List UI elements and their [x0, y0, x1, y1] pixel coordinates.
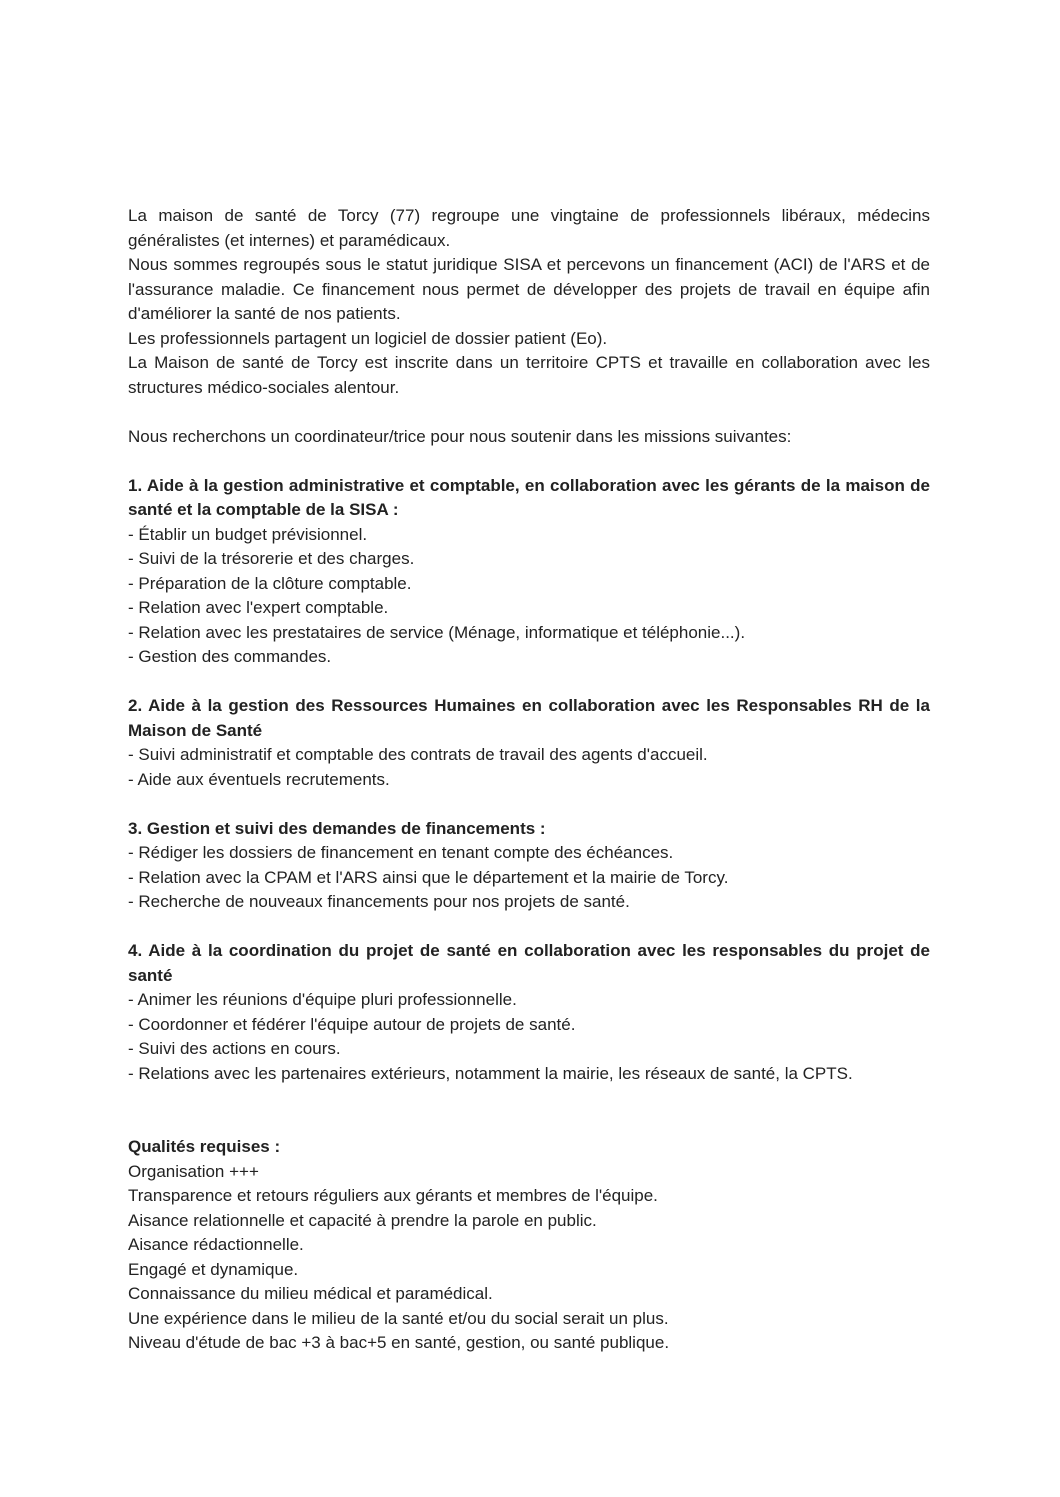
intro-paragraph-3: Les professionnels partagent un logiciel de dossier patient (Eo).	[128, 328, 608, 348]
list-item: Connaissance du milieu médical et paramédical.	[128, 1284, 493, 1303]
list-item: - Préparation de la clôture comptable.	[128, 573, 412, 593]
list-item: - Relations avec les partenaires extérieurs, notamment la mairie, les réseaux de santé, la CPTS.	[128, 1063, 853, 1083]
spacer	[128, 449, 930, 474]
spacer	[128, 670, 930, 695]
intro-paragraph-4: La Maison de santé de Torcy est inscrite dans un territoire CPTS et travaille en collaboration avec les structures médico-sociales alentour.	[128, 353, 930, 397]
mission-task-list	[128, 841, 930, 915]
list-item: - Suivi administratif et comptable des contrats de travail des agents d'accueil.	[128, 745, 708, 764]
mission-section-4	[128, 939, 930, 1086]
qualities-section	[128, 1135, 930, 1356]
search-statement: Nous recherchons un coordinateur/trice pour nous soutenir dans les missions suivantes:	[128, 426, 792, 446]
list-item: Une expérience dans le milieu de la santé et/ou du social serait un plus.	[128, 1308, 669, 1328]
spacer	[128, 915, 930, 940]
list-item: Aisance relationnelle et capacité à prendre la parole en public.	[128, 1210, 597, 1230]
list-item: Niveau d'étude de bac +3 à bac+5 en santé, gestion, ou santé publique.	[128, 1333, 670, 1352]
qualities-title: Qualités requises :	[128, 1137, 281, 1156]
list-item: Transparence et retours réguliers aux gérants et membres de l'équipe.	[128, 1186, 658, 1205]
mission-section-1	[128, 474, 930, 670]
list-item: - Suivi des actions en cours.	[128, 1039, 341, 1058]
list-item: - Établir un budget prévisionnel.	[128, 524, 368, 544]
list-item: - Coordonner et fédérer l'équipe autour de projets de santé.	[128, 1014, 576, 1034]
list-item: - Relation avec la CPAM et l'ARS ainsi que le département et la mairie de Torcy.	[128, 867, 729, 887]
spacer	[128, 400, 930, 425]
list-item: Aisance rédactionnelle.	[128, 1235, 304, 1254]
mission-title: 1. Aide à la gestion administrative et comptable, en collaboration avec les gérants de la maison de santé et la comptable de la SISA :	[128, 475, 930, 519]
list-item: Organisation +++	[128, 1161, 259, 1181]
mission-title: 2. Aide à la gestion des Ressources Humaines en collaboration avec les Responsables RH de la Maison de Santé	[128, 696, 930, 740]
mission-task-list	[128, 743, 930, 792]
list-item: - Gestion des commandes.	[128, 647, 332, 666]
mission-section-2	[128, 694, 930, 792]
list-item: - Rédiger les dossiers de financement en tenant compte des échéances.	[128, 843, 674, 862]
list-item: - Aide aux éventuels recrutements.	[128, 769, 390, 789]
list-item: - Relation avec les prestataires de service (Ménage, informatique et téléphonie...).	[128, 622, 746, 642]
spacer	[128, 1086, 930, 1135]
list-item: - Animer les réunions d'équipe pluri professionnelle.	[128, 990, 517, 1009]
list-item: - Suivi de la trésorerie et des charges.	[128, 549, 415, 568]
list-item: Engagé et dynamique.	[128, 1259, 299, 1279]
list-item: - Relation avec l'expert comptable.	[128, 598, 389, 617]
intro-paragraph-2: Nous sommes regroupés sous le statut juridique SISA et percevons un financement (ACI) de l'ARS et de l'assurance maladie. Ce financement nous permet de développer des projets de travail en équipe afin d'améliorer la santé de nos patients.	[128, 255, 930, 323]
mission-section-3	[128, 817, 930, 915]
mission-title: 4. Aide à la coordination du projet de santé en collaboration avec les responsables du projet de santé	[128, 941, 930, 985]
intro-paragraph-1: La maison de santé de Torcy (77) regroupe une vingtaine de professionnels libéraux, médecins généralistes (et internes) et paramédicaux.	[128, 206, 930, 250]
mission-task-list	[128, 523, 930, 670]
document-page	[128, 204, 930, 1356]
qualities-list	[128, 1160, 930, 1356]
mission-task-list	[128, 988, 930, 1086]
spacer	[128, 792, 930, 817]
list-item: - Recherche de nouveaux financements pour nos projets de santé.	[128, 892, 630, 911]
mission-title: 3. Gestion et suivi des demandes de financements :	[128, 818, 546, 838]
